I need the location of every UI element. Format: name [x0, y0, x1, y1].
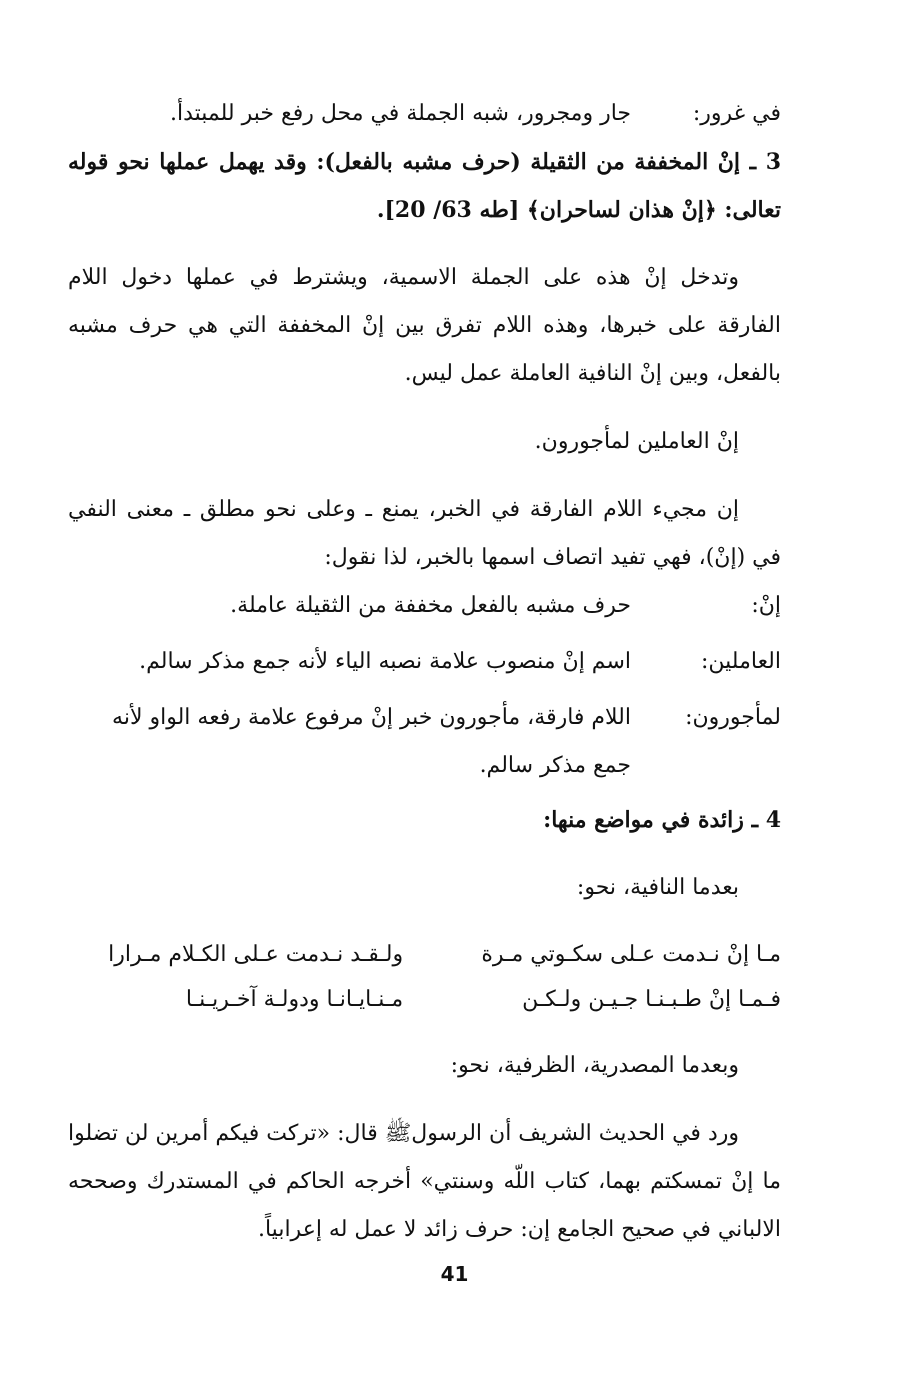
parsing-term: إنْ:: [751, 593, 781, 618]
example-sentence: إنْ العاملين لمأجورون.: [534, 429, 739, 454]
section-4-sub-masdariya: وبعدما المصدرية، الظرفية، نحو:: [450, 1053, 739, 1078]
parsing-row: [68, 638, 781, 686]
paragraph-in-usage: وتدخل إنْ هذه على الجملة الاسمية، ويشترط في عملها دخول اللام الفارقة على خبرها، وهذه اللام تفرق بين إنْ المخففة التي هي حرف مشبه بالفعل، وبين إنْ النافية العاملة عمل ليس.: [68, 265, 781, 386]
parsing-definition: حرف مشبه بالفعل مخففة من الثقيلة عاملة.: [230, 593, 631, 618]
poem-hemistich-first: مـا إنْ نـدمت عـلى سكـوتي مـرة: [481, 942, 781, 967]
poem-hemistich-second: مـنـايـانـا ودولـة آخـريـنـا: [185, 987, 404, 1012]
parsing-term: العاملين:: [701, 649, 781, 674]
poem-hemistich-first: فـمـا إنْ طـبـنـا جـيـن ولـكـن: [522, 987, 781, 1012]
parse-line-fi-ghurur: [68, 90, 781, 138]
section-4-sub-nafiya: بعدما النافية، نحو:: [576, 875, 739, 900]
poem-verses: [68, 932, 781, 1022]
parsing-table: [68, 582, 781, 790]
poem-verse: [68, 977, 781, 1022]
parsing-definition: اللام فارقة، مأجورون خبر إنْ مرفوع علامة رفعه الواو لأنه جمع مذكر سالم.: [112, 705, 631, 778]
poem-hemistich-second: ولـقـد نـدمت عـلى الكـلام مـرارا: [108, 942, 404, 967]
parsing-definition: اسم إنْ منصوب علامة نصبه الياء لأنه جمع مذكر سالم.: [139, 649, 631, 674]
section-4-heading: 4 ـ زائدة في مواضع منها:: [543, 807, 781, 833]
parse-term: في غرور:: [692, 101, 781, 126]
section-3-heading: 3 ـ إنْ المخففة من الثقيلة (حرف مشبه بالفعل): وقد يهمل عملها نحو قوله تعالى: ﴿إنْ هذان لساحران﴾ [طه 63/ 20].: [68, 149, 781, 223]
parsing-row: [68, 582, 781, 630]
poem-verse: [68, 932, 781, 977]
page-number: 41: [440, 1262, 469, 1286]
paragraph-lam-fariqa: إن مجيء اللام الفارقة في الخبر، يمنع ـ وعلى نحو مطلق ـ معنى النفي في (إنْ)، فهي تفيد اتصاف اسمها بالخبر، لذا نقول:: [68, 497, 781, 570]
parse-definition: جار ومجرور، شبه الجملة في محل رفع خبر للمبتدأ.: [169, 101, 631, 126]
parsing-term: لمأجورون:: [685, 705, 781, 730]
parsing-row: [68, 694, 781, 790]
paragraph-hadith: ورد في الحديث الشريف أن الرسولﷺ قال: «تركت فيكم أمرين لن تضلوا ما إنْ تمسكتم بهما، كتاب اللّه وسنتي» أخرجه الحاكم في المستدرك وصححه الالباني في صحيح الجامع إن: حرف زائد لا عمل له إعرابياً.: [68, 1121, 781, 1242]
